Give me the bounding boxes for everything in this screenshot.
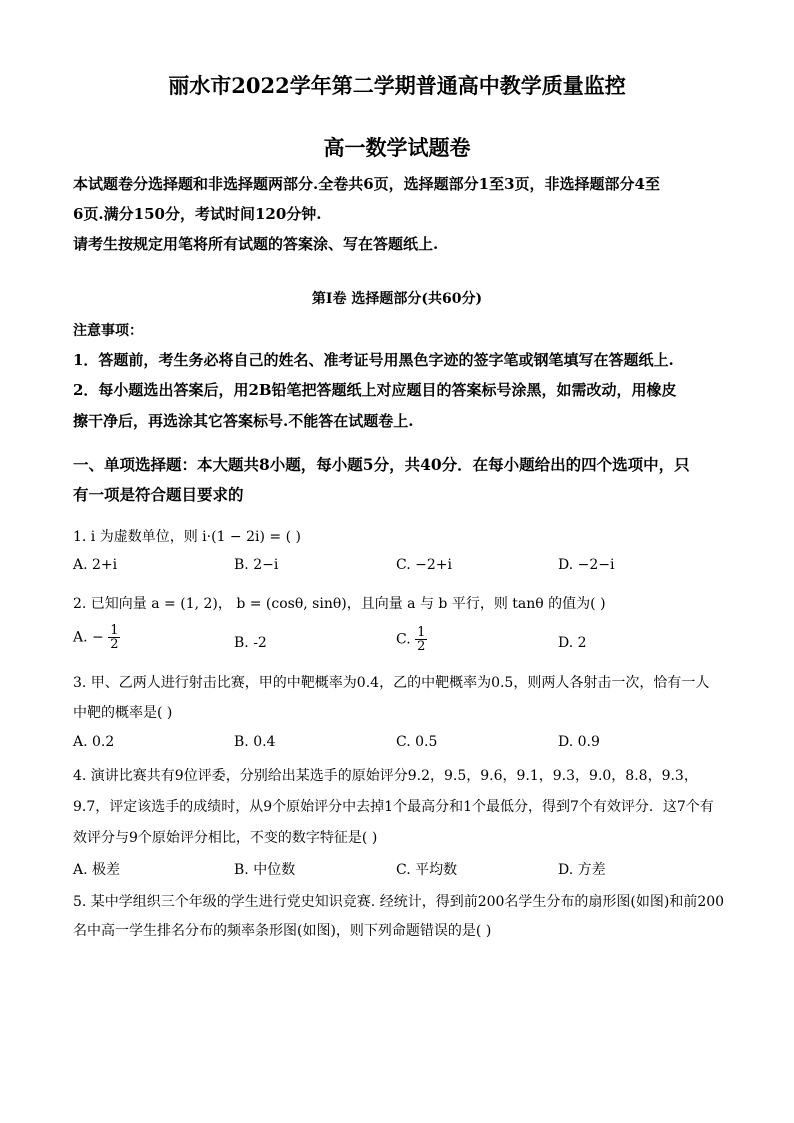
q5-line-2: 名中高一学生排名分布的频率条形图(如图)，则下列命题错误的是( ) [73,923,492,939]
intro-line-3: 请考生按规定用笔将所有试题的答案涂、写在答题纸上. [73,235,439,253]
q1-option-c: C. −2+i [396,557,452,573]
note-1: 1．答题前，考生务必将自己的姓名、准考证号用黑色字迹的签字笔或钢笔填写在答题纸上. [73,351,674,369]
q2-option-a [73,624,120,651]
q2-option-a-denominator: 2 [110,637,119,652]
q4-option-b: B. 中位数 [234,862,296,878]
q1-option-a: A. 2+i [73,557,118,573]
q3-line-2: 中靶的概率是( ) [73,705,173,721]
notes-title: 注意事项： [73,323,143,339]
q3-option-d: D. 0.9 [558,734,600,750]
q2-option-d: D. 2 [558,635,587,651]
q3-option-b: B. 0.4 [234,734,276,750]
q1-option-b: B. 2−i [234,557,279,573]
q4-option-d: D. 方差 [558,862,606,878]
exam-subtitle: 高一数学试题卷 [323,135,471,160]
note-2-line-2: 擦干净后，再选涂其它答案标号.不能答在试题卷上. [73,412,414,430]
q2-option-a-label: A. − [73,629,104,646]
intro-line-2: 6页.满分150分，考试时间120分钟. [73,205,322,223]
q2-option-a-numerator: 1 [110,623,119,638]
q2-option-b: B. -2 [234,635,267,651]
q2-option-c-label: C. [396,631,411,648]
intro-line-1: 本试题卷分选择题和非选择题两部分.全卷共6页，选择题部分1至3页，非选择题部分4至 [73,175,660,193]
part1-line-1: 一、单项选择题：本大题共8小题，每小题5分，共40分．在每小题给出的四个选项中，只 [73,455,690,474]
q2-option-c-numerator: 1 [417,625,426,640]
q4-line-3: 效评分与9个原始评分相比，不变的数字特征是( ) [73,830,378,846]
q4-line-2: 9.7，评定该选手的成绩时，从9个原始评分中去掉1个最高分和1个最低分，得到7个有效评分．这7个有 [73,799,714,815]
q2-option-c-fraction [415,626,427,653]
q2-stem: 2. 已知向量 a = (1, 2)， b = (cosθ, sinθ)，且向量 a 与 b 平行，则 tanθ 的值为( ) [73,596,606,612]
q3-option-a: A. 0.2 [73,734,115,750]
q5-line-1: 5. 某中学组织三个年级的学生进行党史知识竞赛. 经统计，得到前200名学生分布的扇形图(如图)和前200 [73,894,725,910]
part1-line-2: 有一项是符合题目要求的 [73,485,244,504]
q4-line-1: 4. 演讲比赛共有9位评委，分别给出某选手的原始评分9.2，9.5，9.6，9.1，9.3，9.0，8.8，9.3， [73,768,698,784]
section-heading: 第Ⅰ卷 选择题部分(共60分) [311,291,483,307]
q1-option-d: D. −2−i [558,557,615,573]
q3-line-1: 3. 甲、乙两人进行射击比赛，甲的中靶概率为0.4，乙的中靶概率为0.5，则两人各射击一次，恰有一人 [73,675,710,691]
q4-option-a: A. 极差 [73,862,121,878]
q2-option-c [396,626,427,653]
note-2-line-1: 2．每小题选出答案后，用2B铅笔把答题纸上对应题目的答案标号涂黑，如需改动，用橡皮 [73,381,677,399]
q1-stem: 1. i 为虚数单位，则 i·(1 − 2i) = ( ) [73,529,301,545]
q4-option-c: C. 平均数 [396,862,458,878]
q3-option-c: C. 0.5 [396,734,438,750]
exam-title: 丽水市2022学年第二学期普通高中教学质量监控 [168,73,626,98]
q2-option-a-fraction [108,624,120,651]
q2-option-c-denominator: 2 [417,639,426,654]
